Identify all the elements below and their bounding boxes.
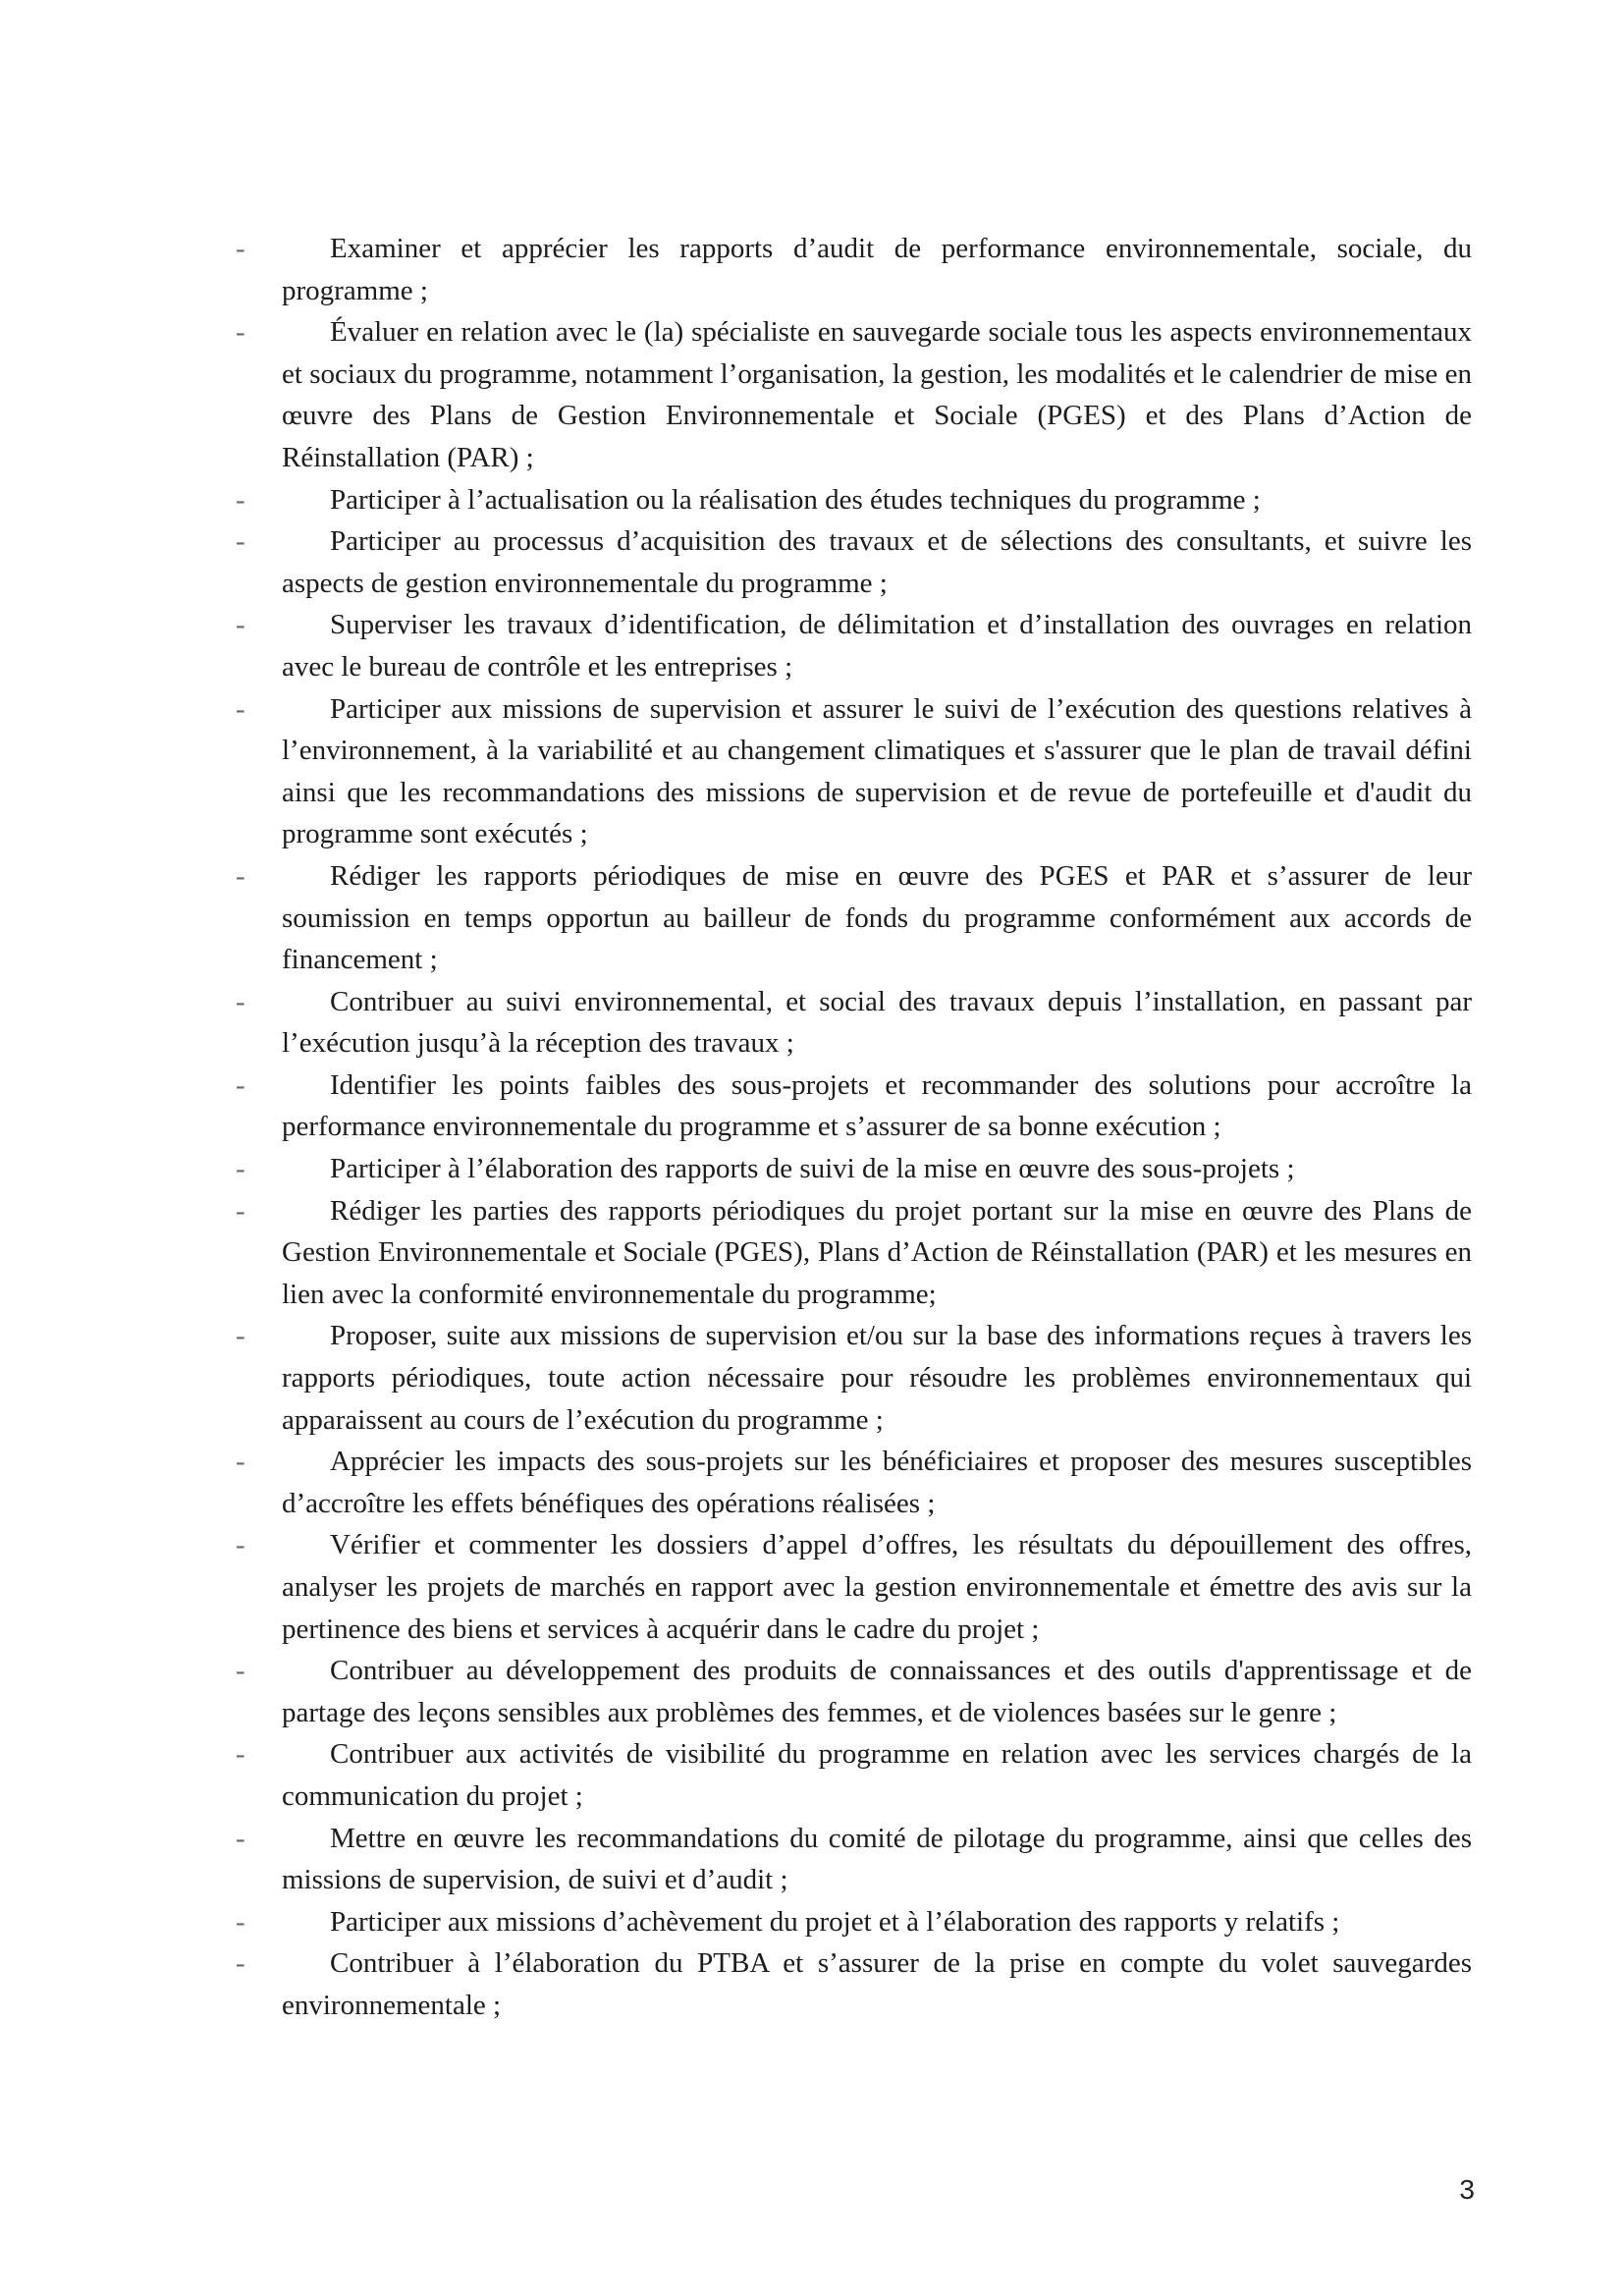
- list-item-text: Superviser les travaux d’identification, de délimitation et d’installation des ouvrages en relation avec le bureau de contrôle et les entreprises ;: [282, 609, 1472, 683]
- list-item: [236, 1942, 1472, 2026]
- list-item-text: Contribuer au développement des produits de connaissances et des outils d'apprentissage et de partage des leçons sensibles aux problèmes des femmes, et de violences basées sur le genre ;: [282, 1655, 1472, 1728]
- bullet-dash: -: [236, 609, 245, 641]
- list-item: [236, 688, 1472, 855]
- bullet-dash: -: [236, 1320, 245, 1352]
- list-item-text: Vérifier et commenter les dossiers d’appel d’offres, les résultats du dépouillement des offres, analyser les projets de marchés en rapport avec la gestion environnementale et émettre des avis sur la pertinence des biens et services à acquérir dans le cadre du projet ;: [282, 1529, 1472, 1645]
- list-item: [236, 1315, 1472, 1441]
- list-item-text: Participer aux missions de supervision et assurer le suivi de l’exécution des questions relatives à l’environnement, à la variabilité et au changement climatiques et s'assurer que le plan de travail défini ainsi que les recommandations des missions de supervision et de revue de portefeuille et d'audit du programme sont exécutés ;: [282, 692, 1472, 850]
- list-item: [236, 855, 1472, 981]
- list-item: [236, 1441, 1472, 1524]
- list-item-text: Participer à l’élaboration des rapports de suivi de la mise en œuvre des sous-projets ;: [330, 1153, 1295, 1185]
- bullet-dash: -: [236, 985, 245, 1017]
- bullet-dash: -: [236, 1194, 245, 1227]
- list-item-text: Participer à l’actualisation ou la réalisation des études techniques du programme ;: [330, 483, 1261, 516]
- bullet-dash: -: [236, 859, 245, 892]
- list-item-text: Examiner et apprécier les rapports d’audit de performance environnementale, sociale, du programme ;: [282, 233, 1472, 306]
- list-item: [236, 1901, 1472, 1943]
- list-item: [236, 228, 1472, 311]
- list-item: [236, 1733, 1472, 1817]
- list-item: [236, 1650, 1472, 1733]
- list-item-text: Évaluer en relation avec le (la) spécialiste en sauvegarde sociale tous les aspects environnementaux et sociaux du programme, notamment l’organisation, la gestion, les modalités et le calendrier de mise en œuvre des Plans de Gestion Environnementale et Sociale (PGES) et des Plans d’Action de Réinstallation (PAR) ;: [282, 316, 1472, 473]
- bullet-dash: -: [236, 1947, 245, 1980]
- bullet-dash: -: [236, 1655, 245, 1687]
- bullet-dash: -: [236, 316, 245, 349]
- list-item: [236, 604, 1472, 687]
- list-item: [236, 1818, 1472, 1901]
- bullet-dash: -: [236, 1446, 245, 1478]
- list-item: [236, 311, 1472, 478]
- list-item-text: Mettre en œuvre les recommandations du comité de pilotage du programme, ainsi que celles des missions de supervision, de suivi et d’audit ;: [282, 1822, 1472, 1896]
- page-number: 3: [1459, 2174, 1475, 2205]
- list-item-text: Proposer, suite aux missions de supervision et/ou sur la base des informations reçues à travers les rapports périodiques, toute action nécessaire pour résoudre les problèmes environnementaux qui apparaissent au cours de l’exécution du programme ;: [282, 1320, 1472, 1436]
- responsibilities-list: [236, 228, 1472, 2027]
- bullet-dash: -: [236, 233, 245, 264]
- list-item-text: Contribuer à l’élaboration du PTBA et s’assurer de la prise en compte du volet sauvegardes environnementale ;: [282, 1947, 1472, 2021]
- bullet-dash: -: [236, 1068, 245, 1101]
- list-item: [236, 479, 1472, 521]
- bullet-dash: -: [236, 1905, 245, 1938]
- list-item-text: Contribuer aux activités de visibilité du programme en relation avec les services chargés de la communication du projet ;: [282, 1738, 1472, 1812]
- list-item: [236, 520, 1472, 604]
- bullet-dash: -: [236, 1529, 245, 1561]
- list-item-text: Apprécier les impacts des sous-projets sur les bénéficiaires et proposer des mesures susceptibles d’accroître les effets bénéfiques des opérations réalisées ;: [282, 1446, 1472, 1519]
- list-item: [236, 1524, 1472, 1650]
- bullet-dash: -: [236, 1738, 245, 1771]
- list-item-text: Rédiger les rapports périodiques de mise en œuvre des PGES et PAR et s’assurer de leur soumission en temps opportun au bailleur de fonds du programme conformément aux accords de financement ;: [282, 859, 1472, 976]
- list-item: [236, 1190, 1472, 1316]
- list-item-text: Participer au processus d’acquisition des travaux et de sélections des consultants, et suivre les aspects de gestion environnementale du programme ;: [282, 525, 1472, 599]
- list-item-text: Contribuer au suivi environnemental, et social des travaux depuis l’installation, en passant par l’exécution jusqu’à la réception des travaux ;: [282, 985, 1472, 1060]
- bullet-dash: -: [236, 1822, 245, 1854]
- list-item-text: Rédiger les parties des rapports périodiques du projet portant sur la mise en œuvre des Plans de Gestion Environnementale et Sociale (PGES), Plans d’Action de Réinstallation (PAR) et les mesures en lien avec la conformité environnementale du programme;: [282, 1194, 1472, 1310]
- list-item: [236, 1148, 1472, 1190]
- list-item: [236, 981, 1472, 1065]
- list-item-text: Participer aux missions d’achèvement du projet et à l’élaboration des rapports y relatifs ;: [330, 1905, 1340, 1938]
- bullet-dash: -: [236, 692, 245, 725]
- bullet-dash: -: [236, 1153, 245, 1185]
- list-item: [236, 1065, 1472, 1148]
- list-item-text: Identifier les points faibles des sous-projets et recommander des solutions pour accroître la performance environnementale du programme et s’assurer de sa bonne exécution ;: [282, 1068, 1472, 1143]
- bullet-dash: -: [236, 483, 245, 516]
- bullet-dash: -: [236, 525, 245, 558]
